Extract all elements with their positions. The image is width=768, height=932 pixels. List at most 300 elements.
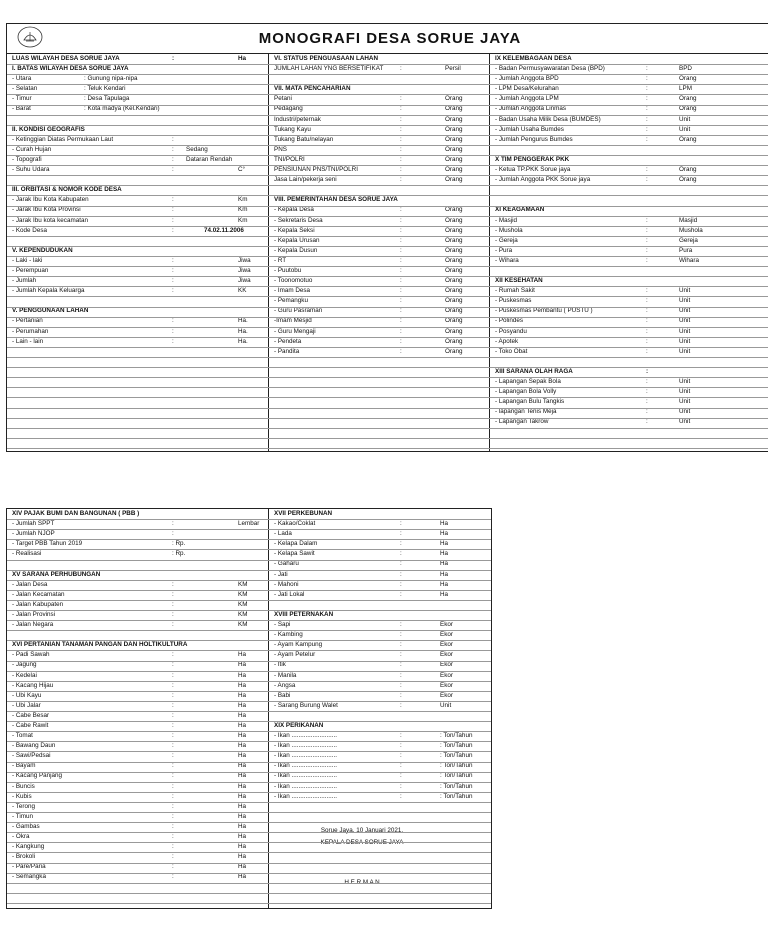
row-unit: Ha bbox=[440, 570, 449, 578]
blank-row bbox=[491, 195, 768, 205]
row-label: - Jarak Ibu Kota Provinsi bbox=[12, 206, 81, 214]
row-separator: : bbox=[646, 226, 648, 234]
row-separator: : bbox=[172, 873, 174, 881]
row-label: - Gereja bbox=[495, 236, 518, 244]
row-separator: : bbox=[172, 206, 174, 214]
blank-row bbox=[8, 630, 267, 640]
section-header bbox=[491, 205, 768, 215]
row-separator: : bbox=[172, 752, 174, 760]
table-row bbox=[270, 741, 490, 751]
table-row bbox=[270, 306, 488, 316]
row-label: - Ubi Jalar bbox=[12, 701, 41, 709]
row-divider bbox=[7, 387, 768, 388]
row-unit: Orang bbox=[679, 166, 697, 174]
section-header bbox=[270, 84, 488, 94]
row-divider bbox=[7, 873, 491, 874]
table-row bbox=[8, 165, 267, 175]
row-divider bbox=[7, 357, 768, 358]
table-row bbox=[8, 812, 267, 822]
row-label: - Ubi Kayu bbox=[12, 691, 42, 699]
row-divider bbox=[7, 408, 768, 409]
row-separator: : bbox=[400, 530, 402, 538]
row-separator: : bbox=[400, 701, 402, 709]
row-label: - Jalan Kecamatan bbox=[12, 590, 65, 598]
table-row bbox=[8, 286, 267, 296]
row-separator: : bbox=[172, 853, 174, 861]
table-row bbox=[270, 580, 490, 590]
row-separator: : bbox=[400, 540, 402, 548]
row-label: - Jarak Ibu Kota Kabupaten bbox=[12, 196, 89, 204]
row-separator: : bbox=[646, 65, 648, 73]
table-row bbox=[270, 236, 488, 246]
row-label: - Jumlah Anggota LPM bbox=[495, 95, 559, 103]
row-unit: Ha bbox=[440, 560, 449, 568]
row-label: PENSIUNAN PNS/TNI/POLRI bbox=[274, 166, 358, 174]
row-unit: Ha bbox=[238, 752, 247, 760]
row-label: - Jarak Ibu kota kecamatan bbox=[12, 216, 88, 224]
row-unit: Orang bbox=[445, 297, 463, 305]
row-label: - Lada bbox=[274, 530, 292, 538]
row-separator: : bbox=[400, 590, 402, 598]
row-separator: : bbox=[400, 691, 402, 699]
row-separator: : bbox=[172, 661, 174, 669]
row-unit: : Ton/Tahun bbox=[440, 742, 473, 750]
row-unit: KM bbox=[238, 621, 248, 629]
section-title: X TIM PENGGERAK PKK bbox=[495, 155, 570, 163]
row-separator: : bbox=[646, 75, 648, 83]
row-label: - Kepala Desa bbox=[274, 206, 314, 214]
row-label: - Lain - lain bbox=[12, 337, 44, 345]
row-unit: Orang bbox=[445, 155, 463, 163]
table-row bbox=[8, 84, 267, 94]
table-row bbox=[270, 246, 488, 256]
row-value: Dataran Rendah bbox=[186, 155, 233, 163]
section-title: VII. MATA PENCAHARIAN bbox=[274, 85, 351, 93]
row-divider bbox=[7, 236, 768, 237]
row-label: - Timun bbox=[12, 812, 33, 820]
row-separator: : bbox=[400, 520, 402, 528]
row-label: - Masjid bbox=[495, 216, 518, 224]
row-label: - Badan Usaha Milik Desa (BUMDES) bbox=[495, 115, 601, 123]
row-separator: : bbox=[400, 297, 402, 305]
row-label: - Padi Sawah bbox=[12, 651, 50, 659]
row-divider bbox=[7, 529, 491, 530]
row-separator: : bbox=[400, 95, 402, 103]
row-unit: Orang bbox=[445, 307, 463, 315]
row-unit: : Ton/Tahun bbox=[440, 782, 473, 790]
row-divider bbox=[7, 711, 491, 712]
table-row bbox=[8, 751, 267, 761]
row-label: - Lapangan Bulu Tangkis bbox=[495, 398, 565, 406]
row-unit: KM bbox=[238, 600, 248, 608]
row-divider bbox=[7, 276, 768, 277]
row-separator: : bbox=[400, 327, 402, 335]
table-row bbox=[270, 327, 488, 337]
row-label: - Utara bbox=[12, 75, 32, 83]
row-unit: Orang bbox=[445, 256, 463, 264]
row-unit: Orang bbox=[445, 145, 463, 153]
row-separator: : bbox=[172, 651, 174, 659]
row-value: Sedang bbox=[186, 145, 208, 153]
row-label: - Brokoli bbox=[12, 853, 36, 861]
row-unit: Unit bbox=[440, 701, 452, 709]
row-unit: Unit bbox=[679, 115, 691, 123]
table-row bbox=[270, 620, 490, 630]
table-row bbox=[270, 266, 488, 276]
row-unit: Unit bbox=[679, 327, 691, 335]
row-divider bbox=[7, 105, 768, 106]
row-separator: : bbox=[646, 135, 648, 143]
row-label: - Sapi bbox=[274, 621, 291, 629]
row-unit: Unit bbox=[679, 388, 691, 396]
table-row bbox=[491, 64, 768, 74]
row-unit: Ha bbox=[238, 55, 247, 62]
row-unit: LPM bbox=[679, 85, 692, 93]
row-divider bbox=[7, 751, 491, 752]
row-divider bbox=[7, 590, 491, 591]
table-row bbox=[8, 620, 267, 630]
row-unit: Unit bbox=[679, 408, 691, 416]
row-separator: : bbox=[646, 347, 648, 355]
blank-row bbox=[491, 357, 768, 367]
row-separator: : bbox=[400, 732, 402, 740]
row-separator: : bbox=[400, 580, 402, 588]
table-row bbox=[270, 650, 490, 660]
table-row bbox=[491, 256, 768, 266]
row-label: - Selatan bbox=[12, 85, 38, 93]
row-unit: Unit bbox=[679, 125, 691, 133]
table-row bbox=[8, 549, 267, 559]
table-row bbox=[491, 115, 768, 125]
row-unit: Pura bbox=[679, 246, 693, 254]
blank-row bbox=[491, 145, 768, 155]
row-separator: : bbox=[172, 732, 174, 740]
table-row bbox=[270, 691, 490, 701]
row-unit: Ha bbox=[238, 833, 247, 840]
row-label: - Jalan Provinsi bbox=[12, 610, 56, 618]
row-label: - Apotek bbox=[495, 337, 519, 345]
row-divider bbox=[7, 226, 768, 227]
row-label: - Kepala Dusun bbox=[274, 246, 318, 254]
row-unit: Km bbox=[238, 196, 248, 204]
row-label: - Wihara bbox=[495, 256, 519, 264]
section-header bbox=[270, 721, 490, 731]
row-label: TNI/POLRI bbox=[274, 155, 305, 163]
table-row bbox=[8, 529, 267, 539]
row-label: - Badan Permusyawaratan Desa (BPD) bbox=[495, 65, 605, 73]
row-label: - Jalan Kabupaten bbox=[12, 600, 64, 608]
row-unit: Ha bbox=[238, 762, 247, 770]
table-row bbox=[8, 691, 267, 701]
row-unit: Orang bbox=[445, 236, 463, 244]
row-separator: : bbox=[400, 772, 402, 780]
table-row bbox=[491, 94, 768, 104]
row-label: - Semangka bbox=[12, 873, 46, 881]
row-label: - Jalan Desa bbox=[12, 580, 48, 588]
row-divider bbox=[7, 347, 768, 348]
blank-row bbox=[270, 711, 490, 721]
monograph-bottom-table bbox=[6, 508, 492, 909]
table-row bbox=[491, 407, 768, 417]
row-divider bbox=[7, 681, 491, 682]
row-separator: : bbox=[172, 287, 174, 295]
section-header bbox=[491, 155, 768, 165]
row-separator: : bbox=[646, 287, 648, 295]
row-unit: Jiwa bbox=[238, 256, 251, 264]
row-label: - Bawang Daun bbox=[12, 742, 56, 750]
row-separator: : bbox=[172, 580, 174, 588]
row-separator: : bbox=[400, 641, 402, 649]
row-unit: Orang bbox=[679, 75, 697, 83]
row-unit: Ha. bbox=[238, 317, 248, 325]
row-label: PNS bbox=[274, 145, 287, 153]
row-separator: : bbox=[400, 752, 402, 760]
table-row bbox=[8, 701, 267, 711]
table-row bbox=[491, 74, 768, 84]
row-unit: Ha bbox=[440, 530, 449, 538]
row-unit: Orang bbox=[679, 135, 697, 143]
row-separator: : Rp. bbox=[172, 540, 186, 548]
table-row bbox=[270, 135, 488, 145]
row-separator: : bbox=[172, 772, 174, 780]
row-separator: : bbox=[172, 701, 174, 709]
blank-row bbox=[8, 296, 267, 306]
row-unit: Orang bbox=[445, 206, 463, 214]
row-label: - Buncis bbox=[12, 782, 35, 790]
row-label: - Jumlah NJOP bbox=[12, 530, 55, 538]
row-unit: KK bbox=[238, 287, 247, 295]
row-label: - Ikan .......................... bbox=[274, 762, 337, 770]
row-divider bbox=[7, 842, 491, 843]
row-label: JUMLAH LAHAN YNG BERSETIFIKAT bbox=[274, 65, 384, 73]
row-divider bbox=[7, 115, 768, 116]
row-separator: : bbox=[646, 115, 648, 123]
table-row bbox=[8, 721, 267, 731]
row-unit: Ekor bbox=[440, 681, 453, 689]
row-separator: : bbox=[172, 266, 174, 274]
table-row bbox=[8, 94, 267, 104]
row-divider bbox=[7, 317, 768, 318]
row-label: - Ayam Petelur bbox=[274, 651, 316, 659]
row-label: - Pandita bbox=[274, 347, 300, 355]
row-unit: Jiwa bbox=[238, 266, 251, 274]
row-separator: : bbox=[400, 105, 402, 113]
top-column-1 bbox=[8, 54, 267, 347]
table-row bbox=[270, 347, 488, 357]
row-separator: : bbox=[646, 256, 648, 264]
row-label: - Cabe Rawit bbox=[12, 721, 49, 729]
row-divider bbox=[7, 731, 491, 732]
section-header bbox=[8, 246, 267, 256]
table-row bbox=[8, 600, 267, 610]
section-title: I. BATAS WILAYAH DESA SORUE JAYA bbox=[12, 65, 129, 73]
blank-row bbox=[270, 185, 488, 195]
row-label: - Pendeta bbox=[274, 337, 302, 345]
row-separator: : bbox=[646, 176, 648, 184]
row-unit: Ha. bbox=[238, 337, 248, 345]
row-label: - Gaharu bbox=[274, 560, 299, 568]
row-unit: Ha bbox=[238, 863, 247, 871]
row-unit: Orang bbox=[679, 176, 697, 184]
row-unit: Ha bbox=[440, 580, 449, 588]
row-separator: : bbox=[172, 145, 174, 153]
row-separator: : bbox=[400, 206, 402, 214]
row-unit: Orang bbox=[679, 105, 697, 113]
row-unit: Ekor bbox=[440, 641, 453, 649]
row-unit: Orang bbox=[445, 337, 463, 345]
row-separator: : bbox=[646, 398, 648, 406]
row-separator: : bbox=[646, 327, 648, 335]
blank-row bbox=[491, 266, 768, 276]
row-label: - Jumlah bbox=[12, 277, 37, 285]
row-label: - Guru Mengaji bbox=[274, 327, 316, 335]
row-unit: Ha bbox=[238, 742, 247, 750]
row-label: Industri/peternak bbox=[274, 115, 321, 123]
blank-row bbox=[8, 115, 267, 125]
row-unit: Orang bbox=[445, 327, 463, 335]
row-label: - Jumlah Pengurus Bumdes bbox=[495, 135, 573, 143]
row-unit: Orang bbox=[445, 277, 463, 285]
row-label: - Babi bbox=[274, 691, 291, 699]
row-separator: : bbox=[400, 337, 402, 345]
table-row bbox=[270, 701, 490, 711]
row-label: -Imam Mesjid bbox=[274, 317, 312, 325]
row-boundary-value: : Kota madya (Kel.Kendari) bbox=[84, 105, 160, 113]
row-label: - Pertanian bbox=[12, 317, 43, 325]
row-divider bbox=[7, 772, 491, 773]
row-unit: Ha bbox=[238, 873, 247, 881]
row-separator: : bbox=[400, 155, 402, 163]
row-separator: : bbox=[400, 145, 402, 153]
table-row bbox=[8, 660, 267, 670]
monograph-top-table bbox=[6, 23, 768, 452]
section-header bbox=[491, 367, 768, 377]
row-separator: : bbox=[646, 337, 648, 345]
row-unit: Masjid bbox=[679, 216, 698, 224]
row-separator: : bbox=[400, 347, 402, 355]
row-unit: KM bbox=[238, 580, 248, 588]
row-separator: : bbox=[172, 327, 174, 335]
row-label: - Okra bbox=[12, 833, 30, 840]
top-column-3 bbox=[491, 54, 768, 427]
row-label: - Jati bbox=[274, 570, 288, 578]
row-divider bbox=[7, 438, 768, 439]
row-divider bbox=[7, 418, 768, 419]
blank-row bbox=[8, 175, 267, 185]
row-label: Tukang Kayu bbox=[274, 125, 311, 133]
bottom-column-1 bbox=[8, 509, 267, 882]
row-label: - Kode Desa bbox=[12, 226, 48, 234]
row-label: - Perempuan bbox=[12, 266, 49, 274]
row-separator: : bbox=[646, 418, 648, 426]
row-divider bbox=[7, 570, 491, 571]
row-label: - Ayam Kampung bbox=[274, 641, 323, 649]
row-label: - Sarang Burung Walet bbox=[274, 701, 338, 709]
section-header bbox=[8, 125, 267, 135]
row-label: - Itik bbox=[274, 661, 286, 669]
row-label: - Kelapa Dalam bbox=[274, 540, 318, 548]
section-title: LUAS WILAYAH DESA SORUE JAYA bbox=[12, 55, 120, 62]
table-row bbox=[270, 145, 488, 155]
row-divider bbox=[7, 64, 768, 65]
table-row bbox=[270, 125, 488, 135]
row-separator: : bbox=[400, 216, 402, 224]
row-divider bbox=[7, 822, 491, 823]
row-unit: Persil bbox=[445, 65, 461, 73]
table-row bbox=[270, 256, 488, 266]
row-label: - Bayam bbox=[12, 762, 36, 770]
table-row bbox=[491, 347, 768, 357]
row-label: - Mahoni bbox=[274, 580, 299, 588]
row-unit: Mushola bbox=[679, 226, 703, 234]
row-separator: : bbox=[400, 176, 402, 184]
row-divider bbox=[7, 246, 768, 247]
row-divider bbox=[7, 549, 491, 550]
row-divider bbox=[7, 893, 491, 894]
row-separator: : bbox=[172, 711, 174, 719]
row-divider bbox=[7, 661, 491, 662]
row-divider bbox=[7, 903, 491, 904]
row-label: - Ikan .......................... bbox=[274, 772, 337, 780]
row-unit: Orang bbox=[445, 216, 463, 224]
row-label: - Kelapa Sawit bbox=[274, 550, 315, 558]
row-divider bbox=[7, 691, 491, 692]
row-divider bbox=[7, 792, 491, 793]
table-row bbox=[491, 377, 768, 387]
row-unit: Km bbox=[238, 206, 248, 214]
row-separator: : bbox=[400, 792, 402, 800]
table-row bbox=[491, 125, 768, 135]
row-separator: : bbox=[172, 843, 174, 851]
row-divider bbox=[7, 812, 491, 813]
row-separator: : bbox=[400, 651, 402, 659]
row-label: - Ketua TP.PKK Sorue jaya bbox=[495, 166, 571, 174]
row-label: - lapangan Tenis Meja bbox=[495, 408, 557, 416]
blank-row bbox=[270, 600, 490, 610]
section-header bbox=[8, 509, 267, 519]
row-unit: Orang bbox=[445, 226, 463, 234]
table-row bbox=[491, 175, 768, 185]
row-divider bbox=[7, 600, 491, 601]
row-label: - Jumlah SPPT bbox=[12, 520, 55, 528]
row-divider bbox=[7, 327, 768, 328]
table-row bbox=[270, 175, 488, 185]
row-label: - Toko Obat bbox=[495, 347, 528, 355]
row-label: Jasa Lain/pekerja seni bbox=[274, 176, 337, 184]
table-row bbox=[8, 650, 267, 660]
section-header bbox=[8, 306, 267, 316]
table-row bbox=[8, 792, 267, 802]
row-unit: Orang bbox=[445, 287, 463, 295]
table-row bbox=[8, 872, 267, 882]
row-unit: Ha bbox=[238, 853, 247, 861]
row-boundary-value: : Desa Tapulaga bbox=[84, 95, 130, 103]
table-row bbox=[270, 771, 490, 781]
blank-row bbox=[270, 74, 488, 84]
row-divider bbox=[7, 428, 768, 429]
table-row bbox=[8, 519, 267, 529]
row-separator: : bbox=[172, 742, 174, 750]
row-label: - Lapangan Bola Volly bbox=[495, 388, 557, 396]
row-divider bbox=[7, 266, 768, 267]
row-divider bbox=[7, 630, 491, 631]
section-title: II. KONDISI GEOGRAFIS bbox=[12, 125, 85, 133]
section-title: XVII PERKEBUNAN bbox=[274, 510, 333, 517]
table-row bbox=[270, 590, 490, 600]
row-unit: Unit bbox=[679, 297, 691, 305]
bottom-column-2 bbox=[270, 509, 490, 802]
table-row bbox=[270, 529, 490, 539]
